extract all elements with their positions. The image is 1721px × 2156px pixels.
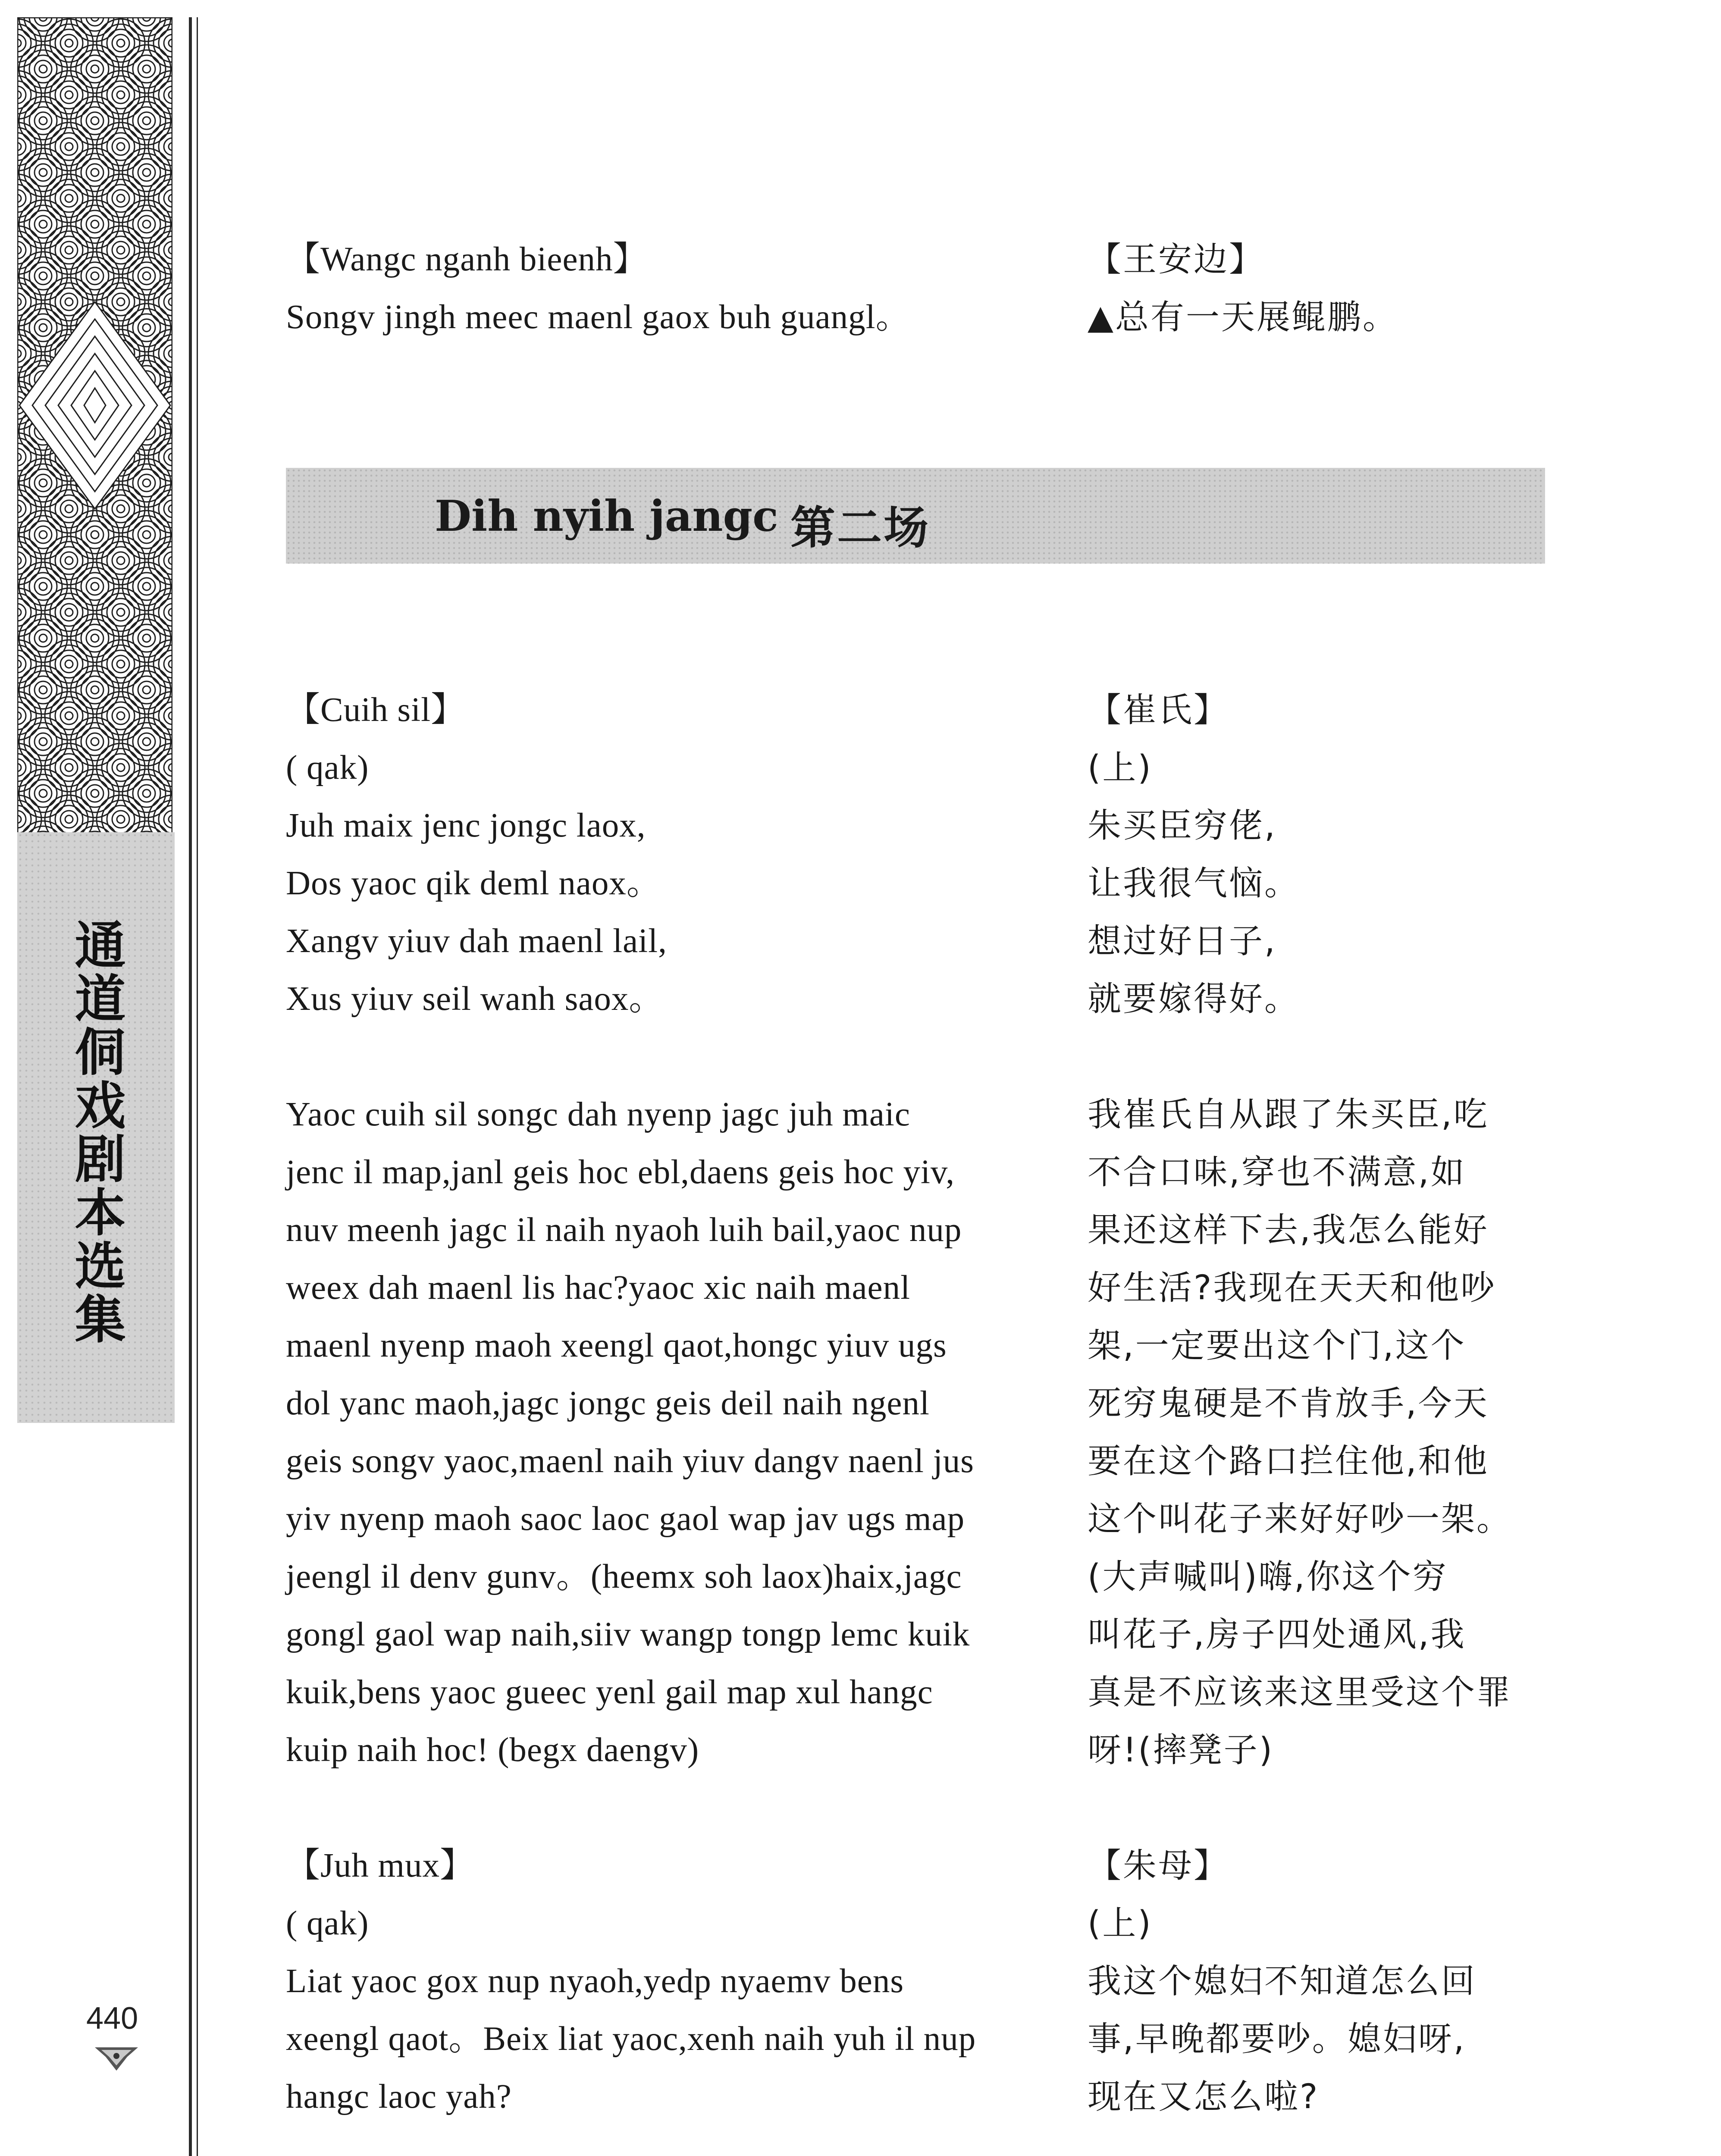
scene-heading-bar [286,468,1545,564]
margin-rule-thick [189,17,192,2156]
speech-line-dialect: jeengl il denv gunv。(heemx soh laox)haix,jagc [286,1558,962,1595]
speech-line-chinese: (大声喊叫)嗨,你这个穷 [1088,1557,1448,1596]
speech-line-dialect: kuik,bens yaoc gueec yenl gail map xul hangc [286,1673,933,1711]
speech-line-dialect: Liat yaoc gox nup nyaoh,yedp nyaemv bens [286,1962,904,2000]
block1-dialect [286,681,1043,1779]
stage-direction-chinese: (上) [1088,749,1153,787]
verse-line-chinese: 就要嫁得好。 [1088,980,1300,1018]
speaker-name-chinese: 【王安边】 [1088,240,1265,279]
speaker-name-dialect: 【Wangc nganh bieenh】 [286,241,648,278]
margin-rule-thin [197,17,198,2156]
book-title: 通道侗戏剧本选集 [66,918,126,1346]
speech-line-chinese: 这个叫花子来好好吵一架。 [1088,1500,1512,1539]
dialogue-line-chinese: ▲总有一天展鲲鹏。 [1088,298,1398,337]
speech-line-dialect: maenl nyenp maoh xeengl qaot,hongc yiuv ugs [286,1327,947,1364]
speech-line-dialect: hangc laoc yah? [286,2078,512,2115]
speech-line-dialect: geis songv yaoc,maenl naih yiuv dangv naenl jus [286,1442,974,1480]
block2-dialect [286,1837,1043,2126]
speech-line-chinese: 真是不应该来这里受这个罪 [1088,1673,1512,1712]
scene-title-chinese: 第二场 [790,501,931,554]
intro-dialect [286,231,1043,346]
scene-title-dialect: Dih nyih jangc [435,492,778,541]
speaker-name-dialect: 【Cuih sil】 [286,691,466,729]
dialogue-line-dialect: Songv jingh meec maenl gaox buh guangl。 [286,298,910,336]
verse-line-dialect: Xus yiuv seil wanh saox。 [286,980,664,1018]
cloud-pattern-ornament [17,17,172,837]
margin-decoration [17,17,172,837]
speech-line-chinese: 好生活?我现在天天和他吵 [1088,1269,1496,1307]
stage-direction-dialect: ( qak) [286,1905,369,1942]
page-number: 440 [86,2001,138,2036]
page-number-ornament-icon [93,2044,140,2074]
speech-line-dialect: dol yanc maoh,jagc jongc geis deil naih ngenl [286,1385,930,1422]
speech-line-chinese: 架,一定要出这个门,这个 [1088,1326,1466,1365]
speech-line-chinese: 果还这样下去,我怎么能好 [1088,1211,1489,1250]
speech-line-dialect: nuv meenh jagc il naih nyaoh luih bail,yaoc nup [286,1211,962,1249]
intro-chinese [1088,231,1553,346]
block1-chinese [1088,681,1553,1779]
speech-line-chinese: 不合口味,穿也不满意,如 [1088,1153,1466,1192]
speech-line-chinese: 死穷鬼硬是不肯放手,今天 [1088,1384,1489,1423]
stage-direction-chinese: (上) [1088,1904,1153,1943]
speech-line-dialect: kuip naih hoc! (begx daengv) [286,1731,699,1769]
stage-direction-dialect: ( qak) [286,749,369,787]
speech-line-chinese: 事,早晚都要吵。媳妇呀, [1088,2020,1466,2059]
speech-line-chinese: 我这个媳妇不知道怎么回 [1088,1962,1477,2001]
speech-line-dialect: jenc il map,janl geis hoc ebl,daens geis hoc yiv, [286,1153,955,1191]
speech-line-chinese: 叫花子,房子四处通风,我 [1088,1615,1466,1654]
speaker-name-chinese: 【朱母】 [1088,1846,1229,1885]
verse-line-chinese: 想过好日子, [1088,922,1277,961]
speech-line-chinese: 呀!(摔凳子) [1088,1731,1274,1770]
verse-line-dialect: Xangv yiuv dah maenl lail, [286,922,667,960]
speech-line-chinese: 要在这个路口拦住他,和他 [1088,1442,1489,1481]
speaker-name-chinese: 【崔氏】 [1088,691,1229,730]
speech-line-dialect: yiv nyenp maoh saoc laoc gaol wap jav ugs map [286,1500,965,1538]
block2-chinese [1088,1837,1553,2126]
verse-line-dialect: Juh maix jenc jongc laox, [286,807,646,844]
speech-line-chinese: 我崔氏自从跟了朱买臣,吃 [1088,1095,1489,1134]
speech-line-dialect: xeengl qaot。Beix liat yaoc,xenh naih yuh il nup [286,2020,976,2058]
verse-line-chinese: 让我很气恼。 [1088,864,1300,903]
book-title-panel [17,832,175,1423]
speech-line-chinese: 现在又怎么啦? [1088,2078,1320,2116]
verse-line-dialect: Dos yaoc qik deml naox。 [286,865,661,902]
verse-line-chinese: 朱买臣穷佬, [1088,806,1277,845]
speech-line-dialect: weex dah maenl lis hac?yaoc xic naih maenl [286,1269,911,1307]
speech-line-dialect: Yaoc cuih sil songc dah nyenp jagc juh maic [286,1096,910,1133]
speaker-name-dialect: 【Juh mux】 [286,1847,474,1884]
speech-line-dialect: gongl gaol wap naih,siiv wangp tongp lemc kuik [286,1616,970,1653]
